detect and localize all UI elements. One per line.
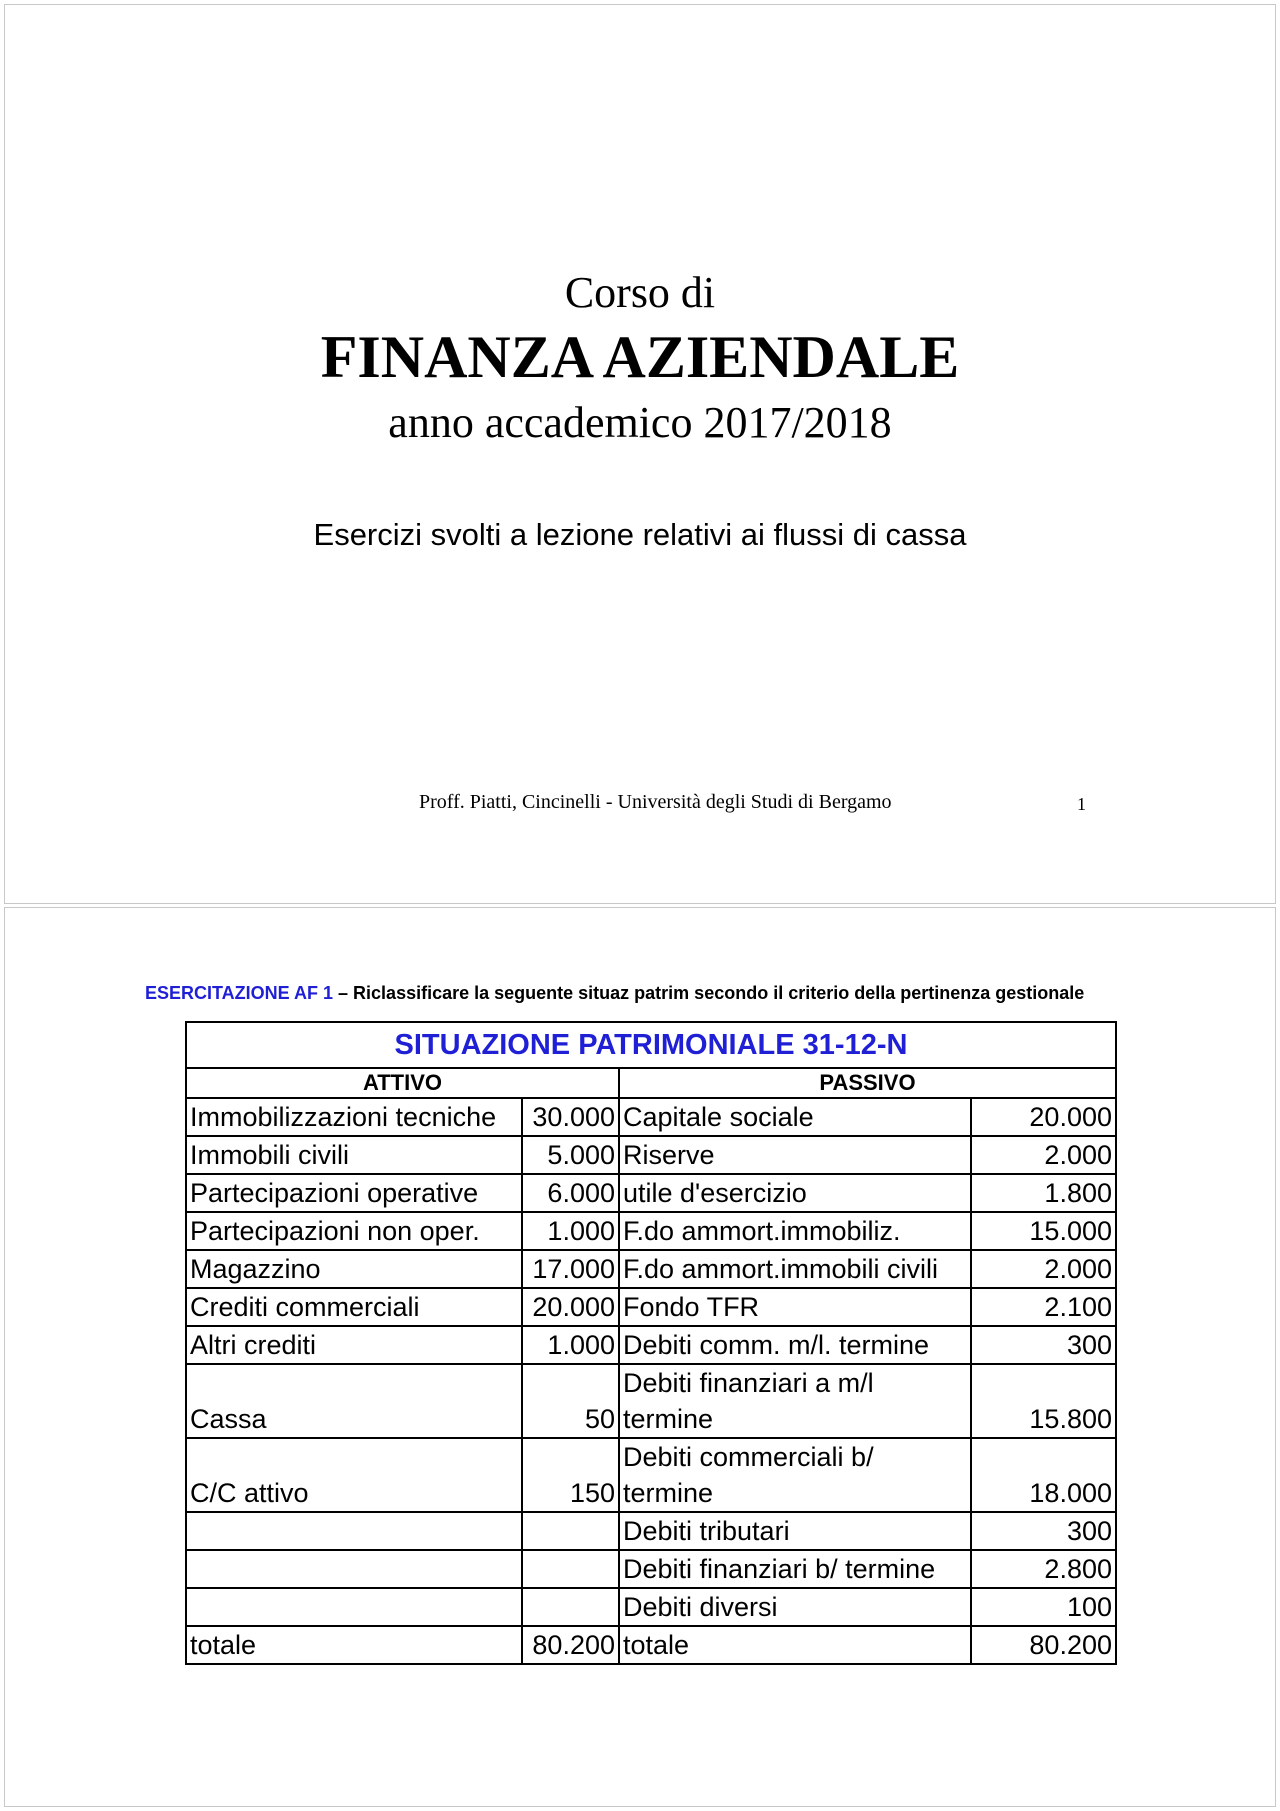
attivo-label: totale [186,1626,522,1664]
attivo-value: 1.000 [522,1212,619,1250]
attivo-label [186,1588,522,1626]
passivo-value: 1.800 [971,1174,1116,1212]
table-row [186,1098,1116,1136]
exercise-label: ESERCITAZIONE AF 1 [145,983,334,1003]
attivo-label [186,1512,522,1550]
attivo-value: 6.000 [522,1174,619,1212]
attivo-value: 5.000 [522,1136,619,1174]
attivo-label: Partecipazioni operative [186,1174,522,1212]
passivo-label: Riserve [619,1136,971,1174]
table-row [186,1288,1116,1326]
passivo-value: 300 [971,1512,1116,1550]
attivo-label: Altri crediti [186,1326,522,1364]
passivo-label: F.do ammort.immobiliz. [619,1212,971,1250]
attivo-value [522,1550,619,1588]
attivo-value: 20.000 [522,1288,619,1326]
table-row [186,1212,1116,1250]
attivo-value [522,1588,619,1626]
table-row [186,1588,1116,1626]
passivo-value: 15.000 [971,1212,1116,1250]
passivo-value: 2.000 [971,1136,1116,1174]
passivo-label: F.do ammort.immobili civili [619,1250,971,1288]
attivo-value [522,1512,619,1550]
slide-footer: Proff. Piatti, Cincinelli - Università degli Studi di Bergamo [419,791,892,813]
table-row [186,1512,1116,1550]
table-row [186,1438,1116,1512]
attivo-label: Immobili civili [186,1136,522,1174]
slide-subtitle: Esercizi svolti a lezione relativi ai flussi di cassa [313,517,967,552]
attivo-value: 80.200 [522,1626,619,1664]
passivo-label: Fondo TFR [619,1288,971,1326]
course-label: Corso di [564,268,716,317]
attivo-label: Cassa [186,1364,522,1438]
passivo-value: 2.100 [971,1288,1116,1326]
passivo-value: 2.800 [971,1550,1116,1588]
passivo-value: 18.000 [971,1438,1116,1512]
attivo-value: 1.000 [522,1326,619,1364]
balance-sheet-table [185,1021,1117,1665]
academic-year: anno accademico 2017/2018 [388,398,892,447]
passivo-value: 15.800 [971,1364,1116,1438]
passivo-header: PASSIVO [619,1068,1116,1098]
passivo-value: 100 [971,1588,1116,1626]
slide-2 [4,907,1276,1807]
slide-1 [4,4,1276,904]
passivo-value: 2.000 [971,1250,1116,1288]
attivo-label: Immobilizzazioni tecniche [186,1098,522,1136]
page-number: 1 [1077,794,1086,814]
table-row [186,1326,1116,1364]
passivo-label: Debiti diversi [619,1588,971,1626]
attivo-label: Magazzino [186,1250,522,1288]
attivo-header: ATTIVO [186,1068,619,1098]
attivo-value: 30.000 [522,1098,619,1136]
table-row [186,1136,1116,1174]
exercise-heading [145,979,1145,1007]
attivo-label: C/C attivo [186,1438,522,1512]
attivo-value: 150 [522,1438,619,1512]
table-row [186,1250,1116,1288]
passivo-label: Debiti tributari [619,1512,971,1550]
table-row [186,1364,1116,1438]
passivo-label: Debiti finanziari a m/l termine [619,1364,971,1438]
attivo-label: Crediti commerciali [186,1288,522,1326]
attivo-value: 17.000 [522,1250,619,1288]
passivo-value: 20.000 [971,1098,1116,1136]
passivo-label: Debiti finanziari b/ termine [619,1550,971,1588]
table-row [186,1626,1116,1664]
attivo-label: Partecipazioni non oper. [186,1212,522,1250]
passivo-value: 80.200 [971,1626,1116,1664]
passivo-label: Debiti commerciali b/ termine [619,1438,971,1512]
passivo-label: totale [619,1626,971,1664]
table-row [186,1174,1116,1212]
passivo-value: 300 [971,1326,1116,1364]
passivo-label: Capitale sociale [619,1098,971,1136]
table-row [186,1550,1116,1588]
course-title: FINANZA AZIENDALE [320,324,960,390]
passivo-label: utile d'esercizio [619,1174,971,1212]
passivo-label: Debiti comm. m/l. termine [619,1326,971,1364]
attivo-value: 50 [522,1364,619,1438]
exercise-text: – Riclassificare la seguente situaz patrim secondo il criterio della pertinenza gestionale [338,983,1085,1003]
attivo-label [186,1550,522,1588]
table-title: SITUAZIONE PATRIMONIALE 31-12-N [186,1022,1116,1068]
